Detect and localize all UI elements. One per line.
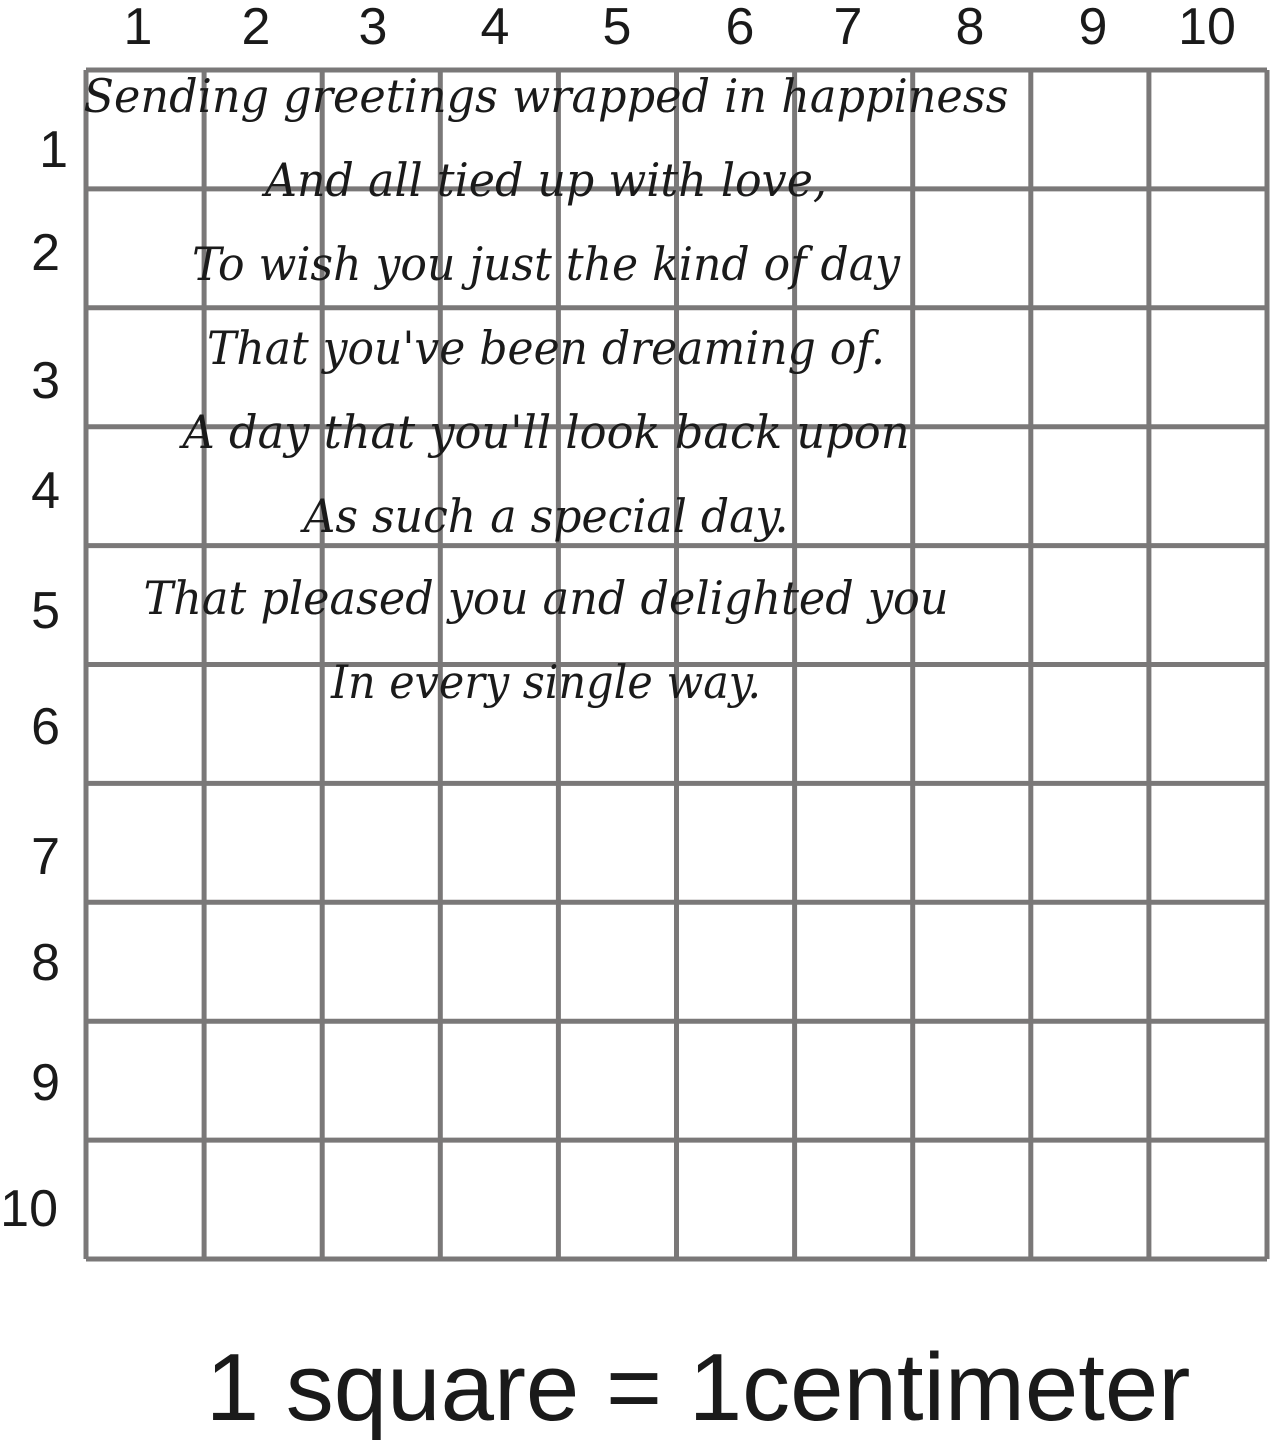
row-label: 2	[31, 224, 60, 282]
poem-line: Sending greetings wrapped in happiness	[83, 69, 1009, 123]
poem-line: That you've been dreaming of.	[207, 321, 885, 375]
column-label: 5	[602, 0, 632, 56]
scale-caption: 1 square = 1centimeter	[205, 1334, 1191, 1441]
poem-line: To wish you just the kind of day	[192, 237, 901, 291]
column-label: 1	[123, 0, 153, 56]
column-label: 3	[358, 0, 388, 56]
row-label: 5	[31, 582, 60, 640]
row-label: 8	[31, 934, 60, 992]
poem-line: And all tied up with love,	[261, 153, 828, 207]
row-label: 4	[31, 462, 60, 520]
poem-line: In every single way.	[330, 655, 761, 709]
row-label: 9	[31, 1054, 60, 1112]
row-label: 6	[31, 698, 60, 756]
row-label: 1	[39, 121, 68, 179]
column-label: 8	[955, 0, 985, 56]
column-label: 9	[1078, 0, 1108, 56]
row-label: 3	[31, 352, 60, 410]
row-labels	[0, 121, 68, 1238]
column-label: 7	[833, 0, 863, 56]
column-label: 4	[480, 0, 510, 56]
poem-line: That pleased you and delighted you	[143, 571, 949, 625]
column-label: 2	[241, 0, 271, 56]
column-labels	[124, 0, 1236, 56]
row-label: 7	[31, 828, 60, 886]
poem-line: A day that you'll look back upon	[178, 405, 910, 459]
row-label: 10	[0, 1180, 58, 1238]
column-label: 10	[1178, 0, 1236, 56]
column-label: 6	[725, 0, 755, 56]
poem-text	[84, 69, 1009, 709]
poem-line: As such a special day.	[299, 489, 789, 543]
